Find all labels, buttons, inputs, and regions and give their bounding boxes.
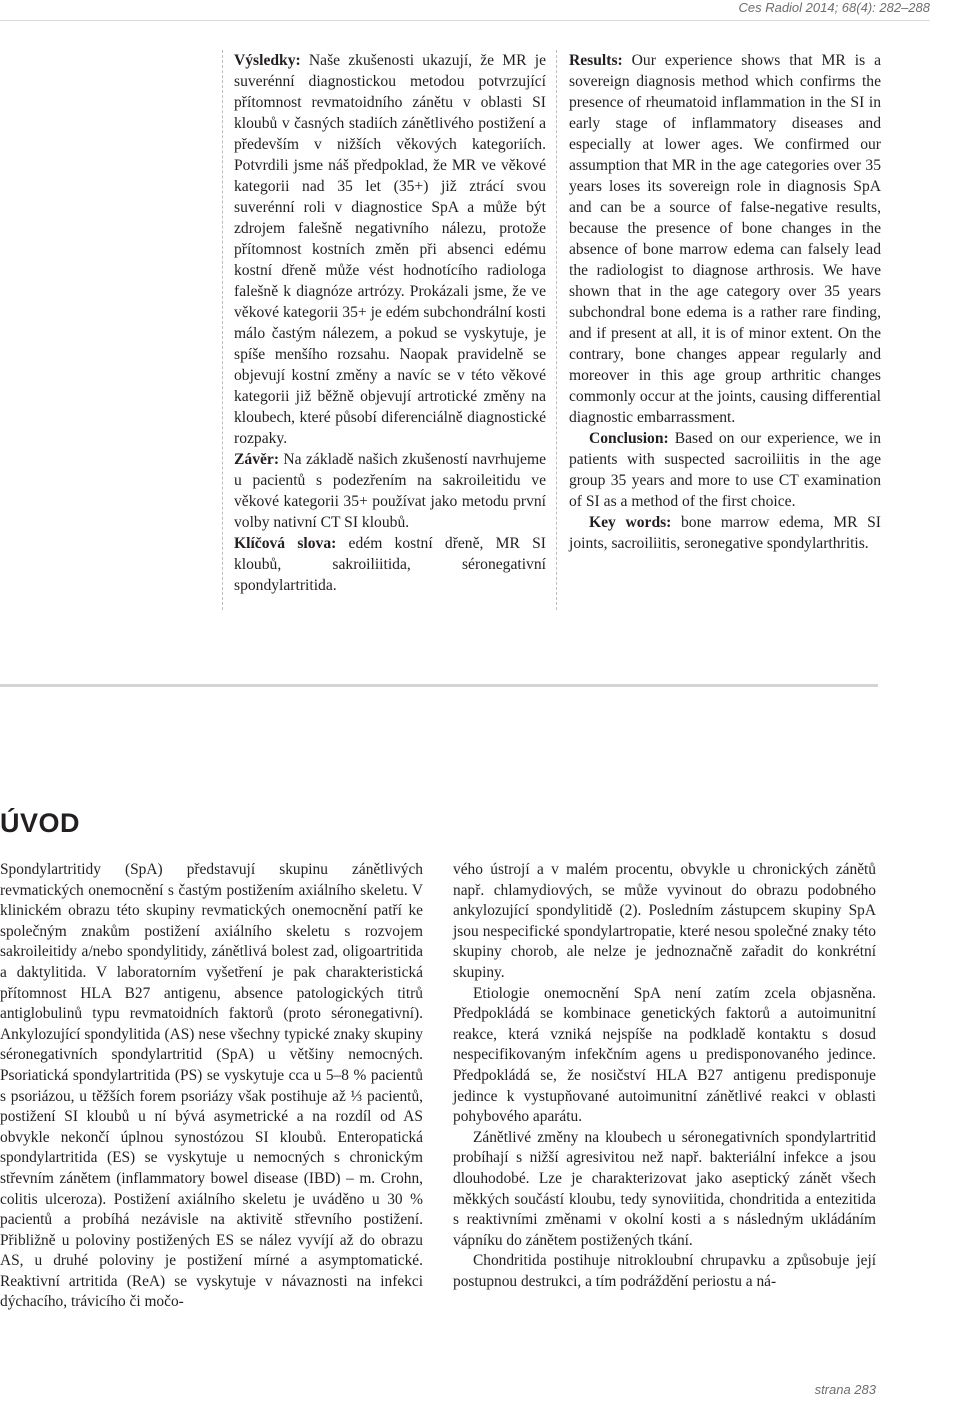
abstract-english-results <box>569 50 881 428</box>
abstract-divider-line <box>556 50 557 610</box>
body-paragraph: Zánětlivé změny na kloubech u séronegativních spondylartritid probíhají s nižší agresivitou než např. bakteriální infekce a jsou dlouhodobé. Lze je charakterizovat jako aseptický zánět všech měkkých součástí kloubu, tedy synoviitida, chondritida a entezitida s reaktivními změnami v okolní kosti a s následným ukládáním vápníku do zánětem postižených tkání. <box>453 1128 876 1249</box>
conclusion-label-en: Conclusion: <box>589 430 669 447</box>
keywords-label-en: Key words: <box>589 514 672 531</box>
body-column-right <box>453 860 876 1292</box>
abstract-left-margin-line <box>222 50 223 610</box>
abstract-english-keywords <box>569 512 881 554</box>
journal-citation: Ces Radiol 2014; 68(4): 282–288 <box>738 0 930 15</box>
keywords-text-en: bone marrow edema, MR SI joints, sacroiliitis, seronegative spondylarthritis. <box>569 514 881 552</box>
results-label-en: Results: <box>569 52 623 69</box>
keywords-text-cz: edém kostní dřeně, MR SI kloubů, sakroiliitida, séronegativní spondylartritida. <box>234 535 546 594</box>
section-title: ÚVOD <box>0 808 81 838</box>
body-column-left <box>0 860 423 1313</box>
conclusion-text-en: Based on our experience, we in patients with suspected sacroiliitis in the age group 35 years and more to use CT examination of SI as a method of the first choice. <box>569 430 881 510</box>
body-paragraph: Chondritida postihuje nitrokloubní chrupavku a způsobuje její postupnou destrukci, a tím podráždění periostu a ná- <box>453 1252 876 1290</box>
abstract-english-conclusion <box>569 428 881 512</box>
body-paragraph: vého ústrojí a v malém procentu, obvykle u chronických zánětů např. chlamydiových, se může vyvinout do obrazu podobného ankylozující spondylitidě (2). Posledním zástupcem skupiny SpA jsou nespecifické spondylartropatie, které nesou společné znaky této skupiny chorob, ale nelze je jednoznačně zařadit do konkrétní skupiny. <box>453 861 876 981</box>
keywords-label-cz: Klíčová slova: <box>234 535 337 552</box>
header-rule <box>0 20 930 21</box>
body-paragraph: Etiologie onemocnění SpA není zatím zcela objasněna. Předpokládá se kombinace genetických faktorů a autoimunitní reakce, která vzniká nejspíše na podkladě kontaktu s dosud nespecifikovaným infekčním agens u predisponovaného jedince. Předpokládá se, že nosičství HLA B27 antigenu predisponuje jedince k vystupňované autoimunitní zánětlivé reakci v oblasti pohybového aparátu. <box>453 984 876 1126</box>
abstract-czech-conclusion <box>234 449 546 533</box>
results-text-cz: Naše zkušenosti ukazují, že MR je suverénní diagnostickou metodou potvrzující přítomnost revmatoidního zánětu v oblasti SI kloubů v časných stadiích zánětlivého postižení a především v nižších věkových kategoriích. Potvrdili jsme náš předpoklad, že MR ve věkové kategorii nad 35 let (35+) již ztrácí svou suverénní roli v diagnostice SpA a může být zdrojem falešně negativního nálezu, protože přítomnost kostních změn při absenci edému kostní dřeně může vést hodnotícího radiologa falešně k diagnóze artrózy. Prokázali jsme, že ve věkové kategorii 35+ je edém subchondrální kosti málo častým nálezem, a pokud se vyskytuje, je spíše menšího rozsahu. Naopak pravidelně se objevují kostní změny a navíc se v této věkové kategorii již běžně objevují artrotické změny na kloubech, které působí diferenciálně diagnostické rozpaky. <box>234 52 546 447</box>
results-text-en: Our experience shows that MR is a sovereign diagnosis method which confirms the presence of rheumatoid inflammation in the SI in early stage of inflammatory diseases and especially at lower ages. We confirmed our assumption that MR in the age categories over 35 years loses its sovereign role in diagnosis SpA and can be a source of false-negative results, because the presence of bone changes in the absence of bone marrow edema can falsely lead the radiologist to diagnose arthrosis. We have shown that in the age category over 35 years subchondral bone edema is a rather rare finding, and if present at all, it is of minor extent. On the contrary, bone changes appear regularly and moreover in this age group arthritic changes commonly occur at the joints, causing differential diagnostic embarrassment. <box>569 52 881 426</box>
conclusion-text-cz: Na základě našich zkušeností navrhujeme u pacientů s podezřením na sakroileitidu ve věkové kategorii 35+ používat jako metodu první volby nativní CT SI kloubů. <box>234 451 546 531</box>
abstract-czech <box>234 50 546 596</box>
conclusion-label-cz: Závěr: <box>234 451 280 468</box>
abstract-czech-keywords <box>234 533 546 596</box>
abstract-czech-results <box>234 50 546 449</box>
page-number: strana 283 <box>814 1382 876 1397</box>
results-label-cz: Výsledky: <box>234 52 301 69</box>
section-divider <box>0 684 878 687</box>
abstract-english <box>569 50 881 554</box>
body-paragraph: Spondylartritidy (SpA) představují skupinu zánětlivých revmatických onemocnění s častým postižením axiálního skeletu. V klinickém obrazu této skupiny revmatických onemocnění patří ke společným znakům postižení axiálního skeletu s rozvojem sakroileitidy a/nebo spondylitidy, zánětlivá bolest zad, oligoartritida a daktylitida. V laboratorním vyšetření je pak charakteristická přítomnost HLA B27 antigenu, absence patologických titrů antiglobulinů typu revmatoidních faktorů (proto séronegativní). Ankylozující spondylitida (AS) nese všechny typické znaky skupiny séronegativních spondylartritid (SpA) u většiny nemocných. Psoriatická spondylartritida (PS) se vyskytuje cca u 5–8 % pacientů s psoriázou, u těžších forem psoriázy však postihuje až ⅓ pacientů, postižení SI kloubů u ní bývá asymetrické a na rozdíl od AS obvykle nekončí úplnou synostózou SI kloubů. Enteropatická spondylartritida (ES) se vyskytuje u nemocných s chronickým střevním zánětem (inflammatory bowel disease (IBD) – m. Crohn, colitis ulceroza). Postižení axiálního skeletu je uváděno u 30 % pacientů a probíhá nezávisle na aktivitě střevního postižení. Přibližně u poloviny postižených ES se nález vyvíjí až do obrazu AS, u druhé poloviny je postižení mírné a asymptomatické. Reaktivní artritida (ReA) se vyskytuje v návaznosti na infekci dýchacího, trávicího či močo- <box>0 861 423 1311</box>
